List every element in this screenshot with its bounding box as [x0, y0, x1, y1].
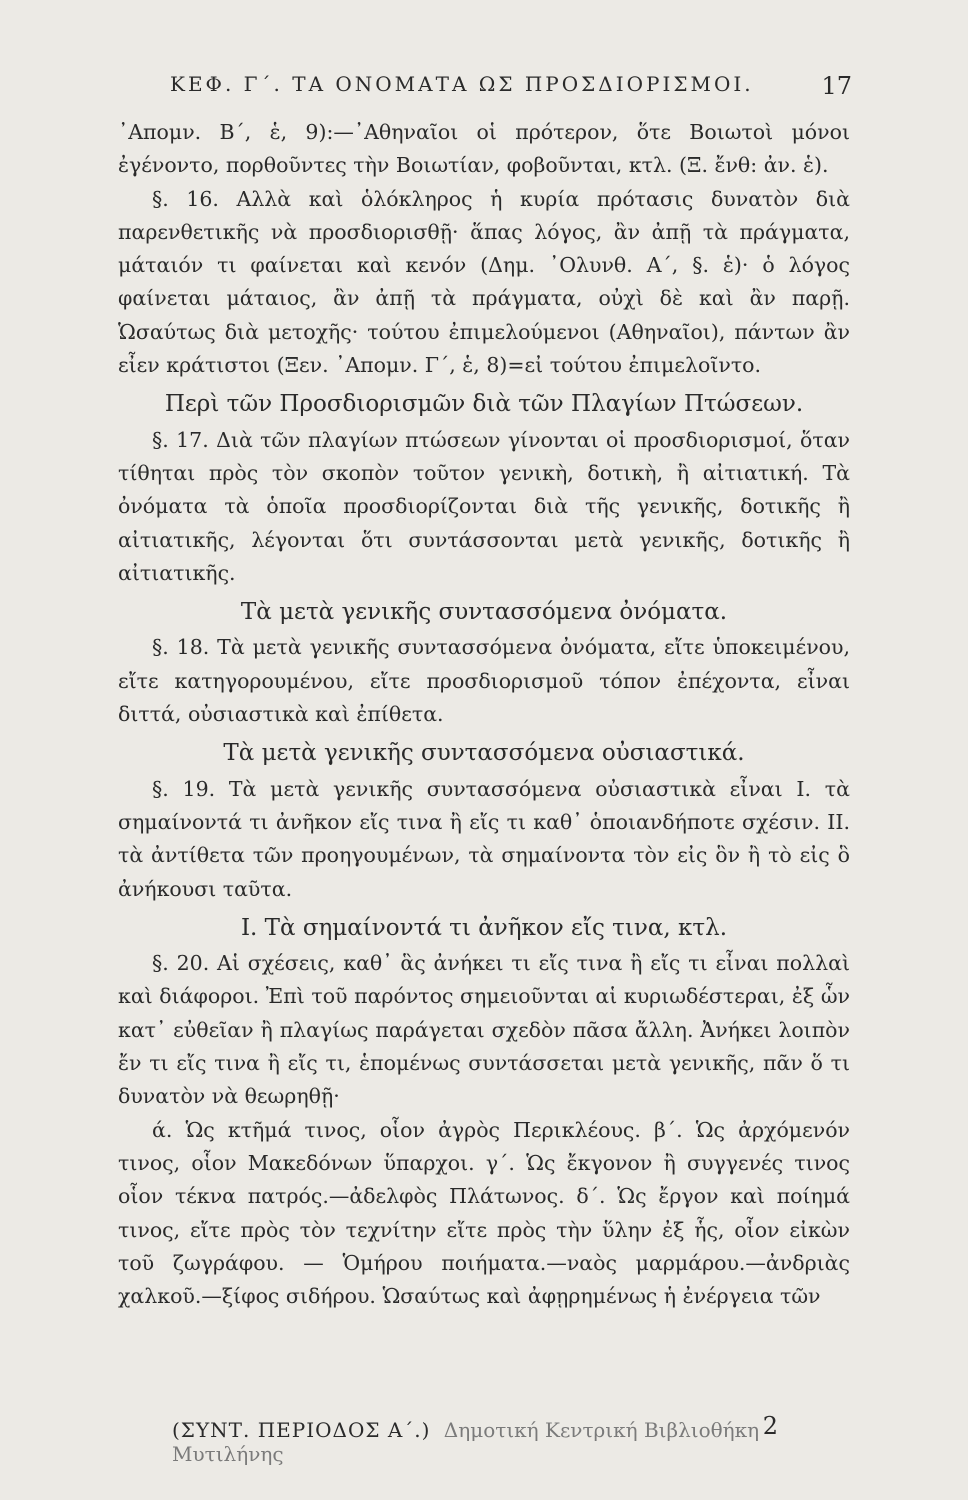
paragraph-20: §. 20. Αἱ σχέσεις, καθ᾿ ἃς ἀνήκει τι εἴς τινα ἢ εἴς τι εἶναι πολλαὶ καὶ διάφοροι. Ἐπὶ τοῦ παρόντος σημειοῦνται αἱ κυριωδέστεραι, ἐξ ὧν κατ᾿ εὐθεῖαν ἢ πλαγίως παράγεται σχεδὸν πᾶσα ἄλλη. Ἀνήκει λοιπὸν ἔν τι εἴς τινα ἢ εἴς τι, ἑπομένως συντάσσεται μετὰ γενικῆς, πᾶν ὅ τι δυνατὸν νὰ θεωρηθῇ·: [118, 951, 850, 1109]
paragraph-continuation: ᾿Απομν. Β΄, ἑ, 9):—᾿Αθηναῖοι οἱ πρότερον, ὅτε Βοιωτοὶ μόνοι ἐγένοντο, πορθοῦντες τὴν Βοιωτίαν, φοβοῦνται, κτλ. (Ξ. ἔνθ: ἀν. ἑ).: [118, 120, 850, 178]
paragraph-19: §. 19. Τὰ μετὰ γενικῆς συντασσόμενα οὐσιαστικὰ εἶναι Ι. τὰ σημαίνοντά τι ἀνῆκον εἴς τινα ἢ εἴς τι καθ᾿ ὁποιανδήποτε σχέσιν. ΙΙ. τὰ ἀντίθετα τῶν προηγουμένων, τὰ σημαίνοντα τὸν εἰς ὃν ἢ τὸ εἰς ὃ ἀνήκουσι ταῦτα.: [118, 776, 850, 901]
signature-number: 2: [762, 1412, 778, 1440]
paragraph-18: §. 18. Τὰ μετὰ γενικῆς συντασσόμενα ὀνόματα, εἴτε ὑποκειμένου, εἴτε κατηγορουμένου, εἴτε προσδιορισμοῦ τόπον ἐπέχοντα, εἶναι διττά, οὐσιαστικὰ καὶ ἐπίθετα.: [118, 635, 850, 727]
paragraph-list: ά. Ὡς κτῆμά τινος, οἷον ἀγρὸς Περικλέους. β΄. Ὡς ἀρχόμενόν τινος, οἷον Μακεδόνων ὕπαρχοι. γ΄. Ὡς ἔκγονον ἢ συγγενές τινος οἷον τέκνα πατρός.—ἀδελφὸς Πλάτωνος. δ΄. Ὡς ἔργον καὶ ποίημά τινος, εἴτε πρὸς τὸν τεχνίτην εἴτε πρὸς τὴν ὕλην ἐξ ἧς, οἷον εἰκὼν τοῦ ζωγράφου. — Ὁμήρου ποιήματα.—ναὸς μαρμάρου.—ἀνδριὰς χαλκοῦ.—ξίφος σιδήρου. Ὡσαύτως καὶ ἀφῃρημένως ἡ ἐνέργεια τῶν: [118, 1117, 850, 1309]
page-footer: [172, 1412, 778, 1466]
subsection-heading: Τὰ μετὰ γενικῆς συντασσόμενα οὐσιαστικά.: [223, 740, 745, 767]
text-body: [118, 116, 850, 1313]
library-stamp: Δημοτική Κεντρική Βιβλιοθήκη Μυτιλήνης: [172, 1418, 760, 1466]
subsection-heading: Ι. Τὰ σημαίνοντά τι ἀνῆκον εἴς τινα, κτλ.: [240, 914, 728, 941]
chapter-title: ΚΕΦ. Γ΄. ΤΑ ΟΝΟΜΑΤΑ ΩΣ ΠΡΟΣΔΙΟΡΙΣΜΟΙ.: [170, 72, 754, 96]
paragraph-17: §. 17. Διὰ τῶν πλαγίων πτώσεων γίνονται οἱ προσδιορισμοί, ὅταν τίθηται πρὸς τὸν σκοπὸν τοῦτον γενικὴ, δοτικὴ, ἢ αἰτιατική. Τὰ ὀνόματα τὰ ὁποῖα προσδιορίζονται διὰ τῆς γενικῆς, δοτικῆς ἢ αἰτιατικῆς, λέγονται ὅτι συντάσσονται μετὰ γενικῆς, δοτικῆς ἢ αἰτιατικῆς.: [118, 427, 850, 585]
page-number: 17: [821, 72, 852, 100]
section-heading: Περὶ τῶν Προσδιορισμῶν διὰ τῶν Πλαγίων Πτώσεων.: [164, 391, 804, 418]
paragraph-16: §. 16. Αλλὰ καὶ ὁλόκληρος ἡ κυρία πρότασις δυνατὸν διὰ παρενθετικῆς νὰ προσδιορισθῇ· ἅπας λόγος, ἂν ἀπῇ τὰ πράγματα, μάταιόν τι φαίνεται καὶ κενόν (Δημ. ᾿Ολυνθ. Α΄, §. ἑ)· ὁ λόγος φαίνεται μάταιος, ἂν ἀπῇ τὰ πράγματα, οὐχὶ δὲ καὶ ἂν παρῇ. Ὡσαύτως διὰ μετοχῆς· τούτου ἐπιμελούμενοι (Αθηναῖοι), πάντων ἂν εἶεν κράτιστοι (Ξεν. ᾿Απομν. Γ΄, ἑ, 8)=εἰ τούτου ἐπιμελοῖντο.: [118, 186, 850, 378]
subsection-heading: Τὰ μετὰ γενικῆς συντασσόμενα ὀνόματα.: [240, 599, 728, 626]
signature-mark: (ΣΥΝΤ. ΠΕΡΙΟΔΟΣ Α΄.): [172, 1418, 431, 1442]
running-header: [170, 72, 852, 100]
